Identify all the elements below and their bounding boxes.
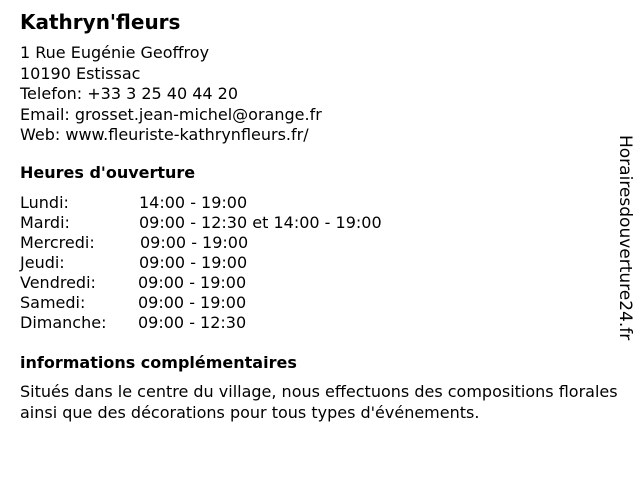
- business-name: Kathryn'fleurs: [20, 10, 181, 34]
- site-watermark: Horairesdouverture24.fr: [615, 135, 635, 341]
- day-label: Lundi:: [20, 193, 69, 212]
- email-line: Email: grosset.jean-michel@orange.fr: [20, 104, 322, 124]
- contact-block: [20, 43, 322, 146]
- day-label: Jeudi:: [20, 253, 65, 272]
- day-label: Dimanche:: [20, 313, 107, 332]
- day-label: Mardi:: [20, 213, 70, 232]
- day-time: 09:00 - 19:00: [138, 273, 247, 292]
- day-label: Mercredi:: [20, 233, 95, 252]
- day-label: Vendredi:: [20, 273, 96, 292]
- day-time: 09:00 - 12:30 et 14:00 - 19:00: [139, 213, 382, 232]
- web-line: Web: www.fleuriste-kathrynfleurs.fr/: [20, 125, 309, 144]
- day-time: 14:00 - 19:00: [139, 193, 248, 212]
- address-city: 10190 Estissac: [20, 63, 141, 83]
- day-time: 09:00 - 19:00: [138, 293, 247, 312]
- phone-line: Telefon: +33 3 25 40 44 20: [20, 84, 239, 103]
- day-time: 09:00 - 19:00: [140, 233, 249, 252]
- day-time: 09:00 - 12:30: [138, 313, 247, 332]
- day-time: 09:00 - 19:00: [139, 253, 248, 272]
- address-street: 1 Rue Eugénie Geoffroy: [20, 43, 210, 62]
- additional-info-heading: informations complémentaires: [20, 353, 297, 372]
- additional-info-text: Situés dans le centre du village, nous effectuons des compositions florales ainsi que des décorations pour tous types d'événements.: [20, 382, 618, 422]
- day-label: Samedi:: [20, 293, 86, 312]
- opening-hours-heading: Heures d'ouverture: [20, 163, 196, 182]
